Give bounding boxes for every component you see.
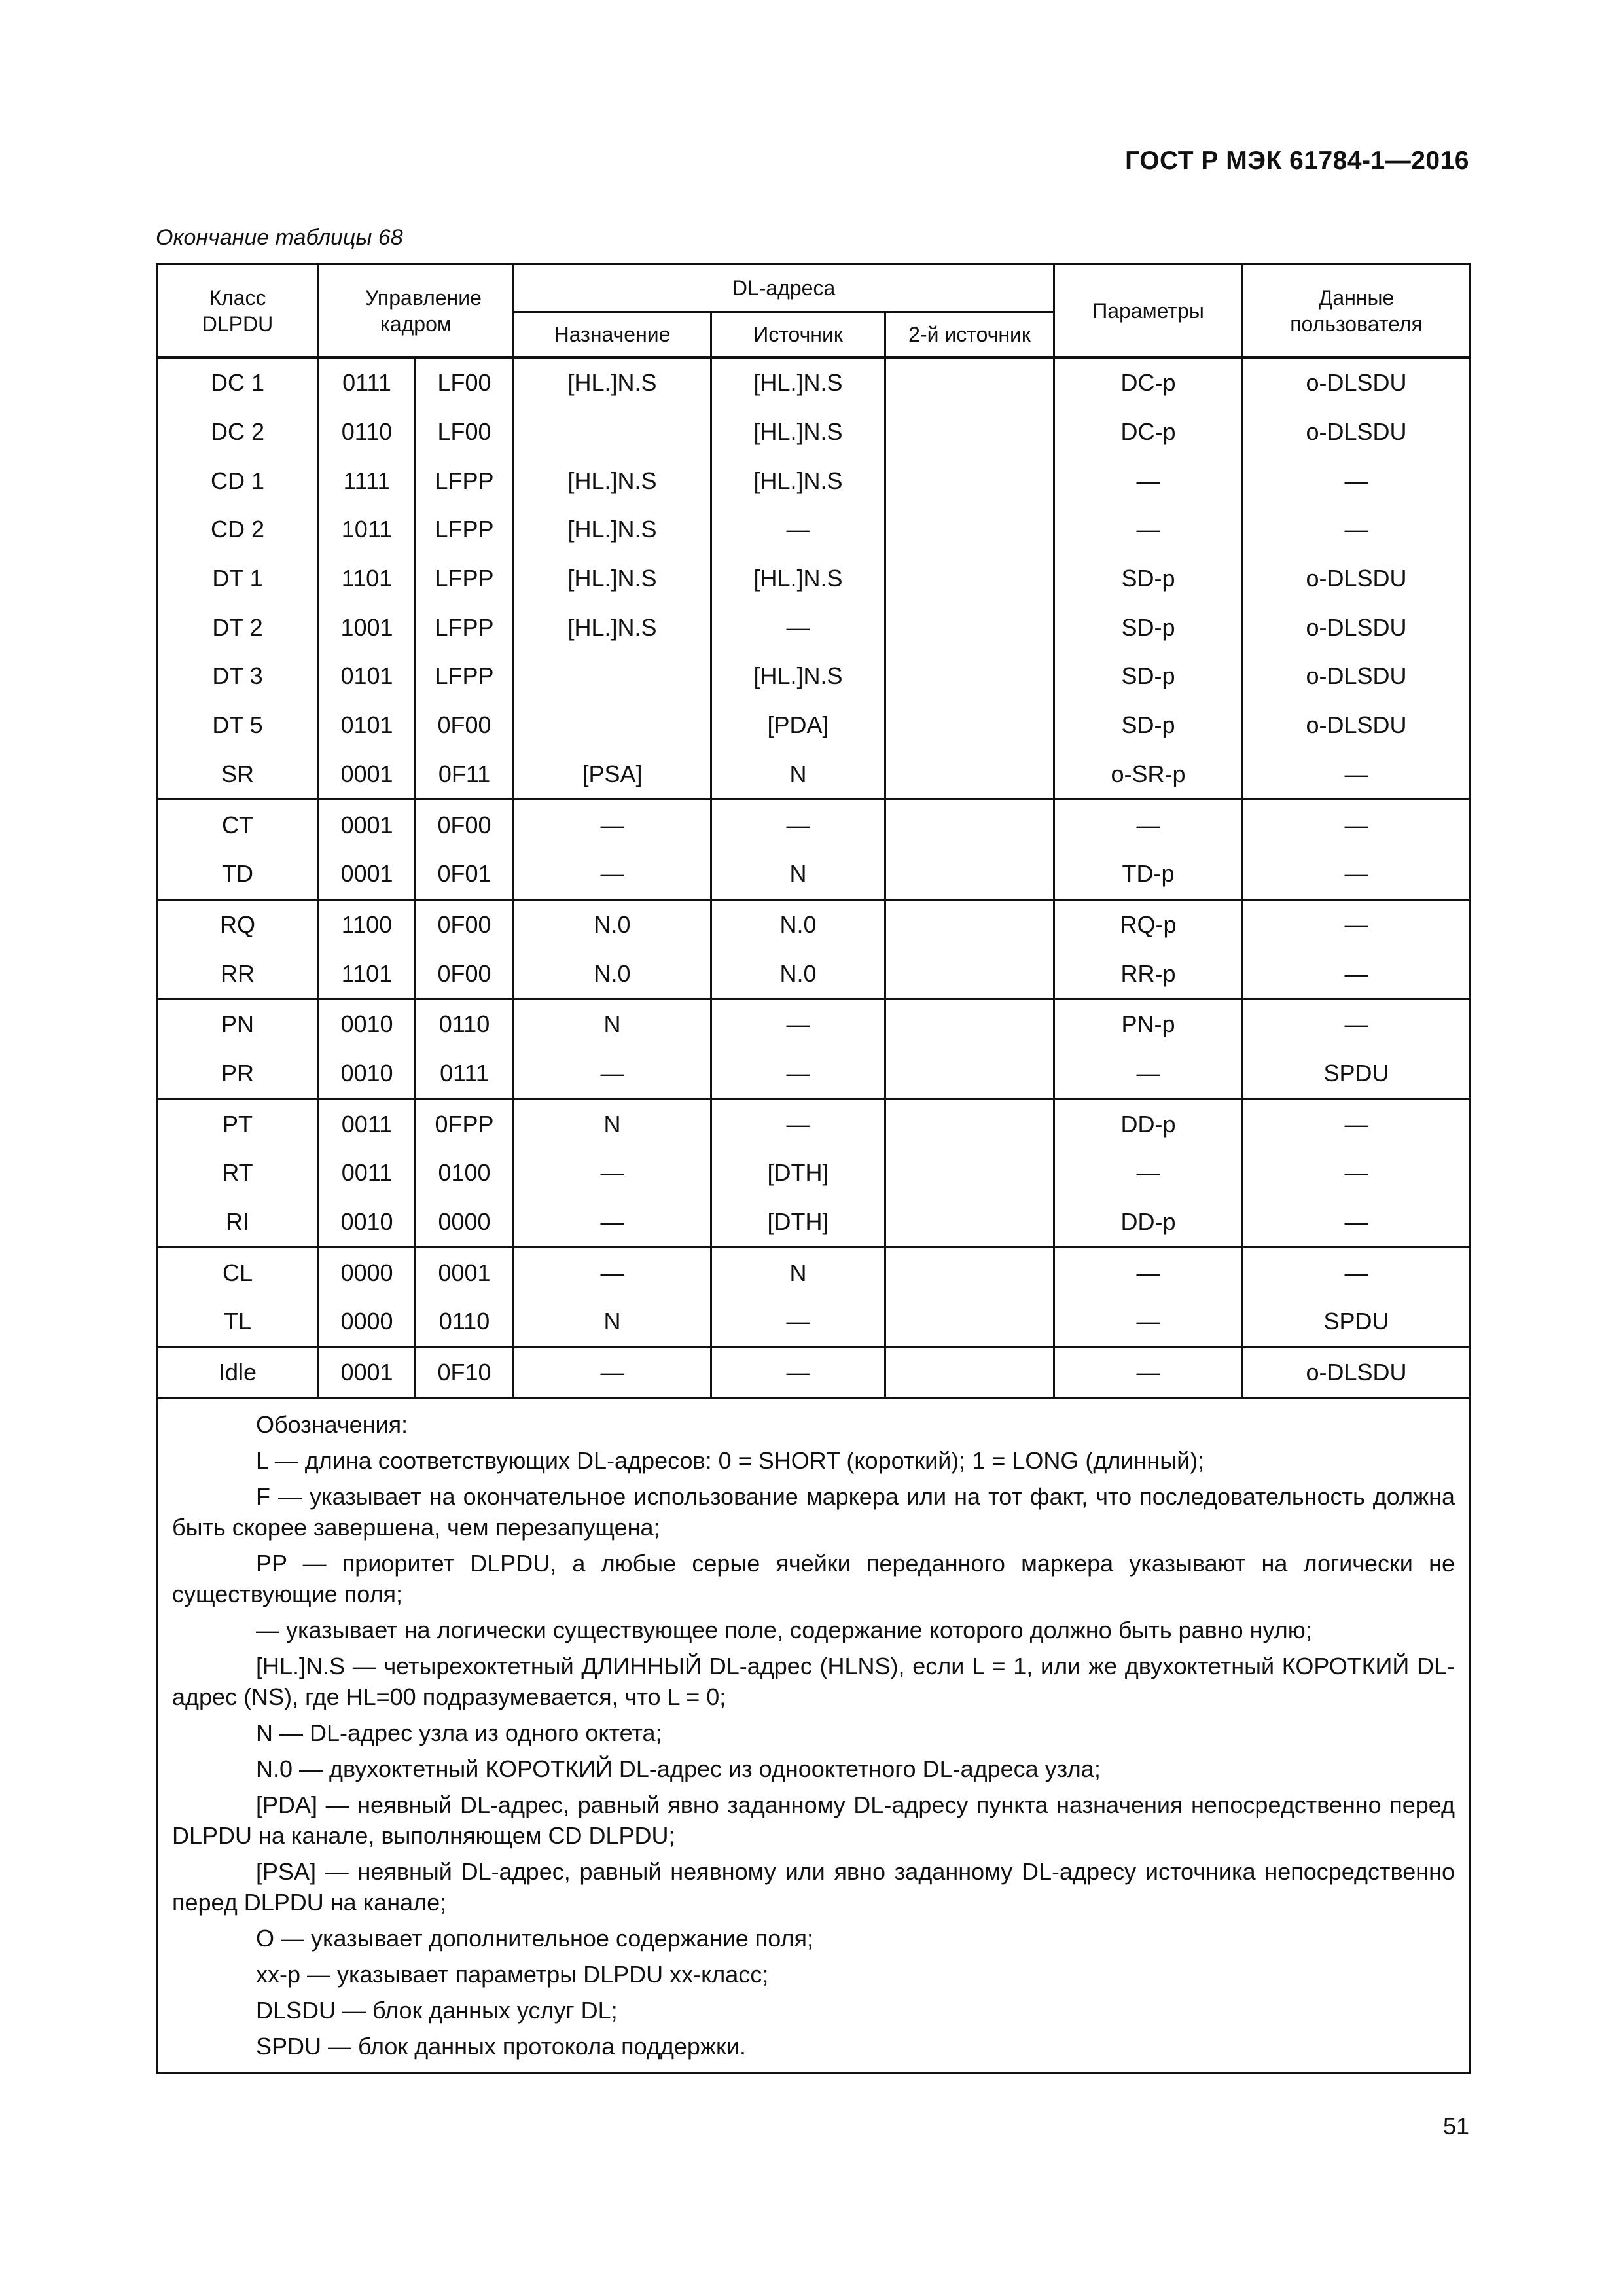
- cell-class: CL: [157, 1247, 319, 1297]
- table-row: [157, 1099, 1471, 1149]
- cell-second-source: [885, 850, 1054, 899]
- cell-user-data: o-DLSDU: [1243, 1347, 1471, 1398]
- table-row: [157, 800, 1471, 850]
- cell-source: [HL.]N.S: [711, 408, 885, 457]
- cell-user-data: —: [1243, 1198, 1471, 1247]
- cell-destination: N.0: [514, 899, 711, 949]
- header-class: [157, 264, 319, 358]
- cell-destination: —: [514, 1149, 711, 1198]
- note-item: N — DL-адрес узла из одного октета;: [256, 1719, 662, 1747]
- note-item: F — указывает на окончательное использование маркера или на тот факт, что последовательность должна быть скорее завершена, чем перезапущена;: [172, 1483, 1455, 1541]
- cell-parameters: —: [1054, 505, 1243, 554]
- hdr-class-label: Класс DLPDU: [202, 285, 274, 336]
- header-destination: Назначение: [514, 312, 711, 358]
- cell-parameters: SD-p: [1054, 554, 1243, 603]
- cell-frame-control-b: 0110: [416, 1297, 514, 1347]
- hdr-frame-label: Управление кадром: [365, 285, 482, 336]
- cell-frame-control-a: 0000: [319, 1247, 416, 1297]
- cell-frame-control-a: 0001: [319, 1347, 416, 1398]
- cell-frame-control-a: 0011: [319, 1099, 416, 1149]
- cell-source: N: [711, 850, 885, 899]
- cell-destination: [514, 701, 711, 750]
- cell-class: RI: [157, 1198, 319, 1247]
- cell-parameters: —: [1054, 1049, 1243, 1099]
- cell-destination: [HL.]N.S: [514, 505, 711, 554]
- table-row: [157, 357, 1471, 408]
- cell-user-data: —: [1243, 750, 1471, 800]
- cell-second-source: [885, 652, 1054, 701]
- cell-destination: —: [514, 1247, 711, 1297]
- table-container: [156, 263, 1469, 2074]
- header-parameters: Параметры: [1054, 264, 1243, 358]
- cell-class: SR: [157, 750, 319, 800]
- cell-source: —: [711, 1347, 885, 1398]
- cell-source: [HL.]N.S: [711, 456, 885, 505]
- page-number: 51: [1442, 2113, 1469, 2140]
- table-row: [157, 505, 1471, 554]
- cell-parameters: —: [1054, 1297, 1243, 1347]
- cell-second-source: [885, 554, 1054, 603]
- table-row: [157, 408, 1471, 457]
- cell-destination: [HL.]N.S: [514, 603, 711, 652]
- cell-second-source: [885, 999, 1054, 1049]
- cell-second-source: [885, 408, 1054, 457]
- cell-frame-control-a: 1001: [319, 603, 416, 652]
- cell-destination: —: [514, 1347, 711, 1398]
- cell-class: DC 2: [157, 408, 319, 457]
- cell-source: —: [711, 1297, 885, 1347]
- cell-source: [DTH]: [711, 1198, 885, 1247]
- cell-destination: N: [514, 1099, 711, 1149]
- cell-frame-control-b: LFPP: [416, 652, 514, 701]
- cell-second-source: [885, 456, 1054, 505]
- cell-second-source: [885, 1149, 1054, 1198]
- cell-parameters: —: [1054, 1149, 1243, 1198]
- table-row: [157, 701, 1471, 750]
- cell-frame-control-b: LF00: [416, 408, 514, 457]
- cell-class: RR: [157, 949, 319, 999]
- cell-class: DT 2: [157, 603, 319, 652]
- notes-cell: [157, 1398, 1471, 2073]
- cell-class: TL: [157, 1297, 319, 1347]
- cell-parameters: SD-p: [1054, 701, 1243, 750]
- cell-source: N: [711, 1247, 885, 1297]
- cell-user-data: —: [1243, 999, 1471, 1049]
- cell-frame-control-a: 0001: [319, 800, 416, 850]
- cell-second-source: [885, 1247, 1054, 1297]
- cell-second-source: [885, 899, 1054, 949]
- header-dl-addresses: DL-адреса: [514, 264, 1054, 312]
- cell-class: PN: [157, 999, 319, 1049]
- cell-parameters: —: [1054, 800, 1243, 850]
- cell-user-data: —: [1243, 1149, 1471, 1198]
- cell-source: —: [711, 603, 885, 652]
- table-row: [157, 1297, 1471, 1347]
- cell-user-data: —: [1243, 949, 1471, 999]
- table-row: [157, 949, 1471, 999]
- table-row: [157, 750, 1471, 800]
- cell-frame-control-b: 0F11: [416, 750, 514, 800]
- cell-frame-control-b: LFPP: [416, 505, 514, 554]
- cell-frame-control-a: 0101: [319, 701, 416, 750]
- table-row: [157, 456, 1471, 505]
- cell-source: —: [711, 999, 885, 1049]
- cell-source: —: [711, 1049, 885, 1099]
- cell-source: N: [711, 750, 885, 800]
- cell-parameters: RR-p: [1054, 949, 1243, 999]
- cell-parameters: —: [1054, 456, 1243, 505]
- table-group: [157, 357, 1471, 800]
- cell-frame-control-b: 0FPP: [416, 1099, 514, 1149]
- cell-frame-control-a: 0101: [319, 652, 416, 701]
- cell-source: —: [711, 800, 885, 850]
- cell-frame-control-a: 0011: [319, 1149, 416, 1198]
- cell-second-source: [885, 701, 1054, 750]
- cell-frame-control-a: 0010: [319, 1198, 416, 1247]
- cell-source: —: [711, 1099, 885, 1149]
- cell-class: DT 3: [157, 652, 319, 701]
- cell-frame-control-a: 0010: [319, 1049, 416, 1099]
- cell-source: [HL.]N.S: [711, 652, 885, 701]
- cell-frame-control-b: 0F01: [416, 850, 514, 899]
- cell-frame-control-a: 1101: [319, 554, 416, 603]
- table-row: [157, 603, 1471, 652]
- note-item: PP — приоритет DLPDU, а любые серые ячейки переданного маркера указывают на логически не существующие поля;: [172, 1550, 1455, 1608]
- cell-second-source: [885, 1297, 1054, 1347]
- cell-class: Idle: [157, 1347, 319, 1398]
- cell-user-data: o-DLSDU: [1243, 408, 1471, 457]
- cell-frame-control-b: 0F00: [416, 899, 514, 949]
- cell-frame-control-a: 0001: [319, 850, 416, 899]
- cell-frame-control-b: 0100: [416, 1149, 514, 1198]
- cell-second-source: [885, 1347, 1054, 1398]
- table-group: [157, 1099, 1471, 1247]
- cell-frame-control-b: LF00: [416, 357, 514, 408]
- cell-frame-control-a: 0110: [319, 408, 416, 457]
- dlpdu-table: [156, 263, 1471, 2074]
- document-header: ГОСТ Р МЭК 61784-1—2016: [1125, 147, 1469, 175]
- cell-destination: N.0: [514, 949, 711, 999]
- note-item: [PSA] — неявный DL-адрес, равный неявному или явно заданному DL-адресу источника непосредственно перед DLPDU на канале;: [172, 1858, 1455, 1916]
- cell-frame-control-a: 1100: [319, 899, 416, 949]
- cell-destination: N: [514, 999, 711, 1049]
- table-row: [157, 1347, 1471, 1398]
- cell-class: CT: [157, 800, 319, 850]
- note-item: N.0 — двухоктетный КОРОТКИЙ DL-адрес из однооктетного DL-адреса узла;: [256, 1755, 1101, 1783]
- cell-destination: [HL.]N.S: [514, 357, 711, 408]
- cell-source: [PDA]: [711, 701, 885, 750]
- cell-frame-control-b: LFPP: [416, 456, 514, 505]
- cell-user-data: o-DLSDU: [1243, 554, 1471, 603]
- table-group: [157, 999, 1471, 1098]
- cell-frame-control-b: LFPP: [416, 603, 514, 652]
- table-row: [157, 899, 1471, 949]
- cell-user-data: SPDU: [1243, 1297, 1471, 1347]
- notes-list: [172, 1445, 1455, 2062]
- notes-title: Обозначения:: [256, 1411, 408, 1439]
- table-row: [157, 1049, 1471, 1099]
- cell-second-source: [885, 1198, 1054, 1247]
- cell-frame-control-b: LFPP: [416, 554, 514, 603]
- cell-parameters: DC-p: [1054, 408, 1243, 457]
- cell-class: PR: [157, 1049, 319, 1099]
- cell-source: [DTH]: [711, 1149, 885, 1198]
- cell-second-source: [885, 357, 1054, 408]
- cell-class: DT 1: [157, 554, 319, 603]
- note-item: SPDU — блок данных протокола поддержки.: [256, 2033, 746, 2060]
- cell-parameters: —: [1054, 1247, 1243, 1297]
- cell-user-data: o-DLSDU: [1243, 603, 1471, 652]
- note-item: — указывает на логически существующее поле, содержание которого должно быть равно нулю;: [256, 1617, 1312, 1644]
- cell-frame-control-b: 0110: [416, 999, 514, 1049]
- cell-user-data: SPDU: [1243, 1049, 1471, 1099]
- cell-parameters: RQ-p: [1054, 899, 1243, 949]
- note-item: L — длина соответствующих DL-адресов: 0 = SHORT (короткий); 1 = LONG (длинный);: [256, 1447, 1205, 1475]
- table-row: [157, 1198, 1471, 1247]
- cell-destination: [PSA]: [514, 750, 711, 800]
- cell-frame-control-a: 0001: [319, 750, 416, 800]
- cell-destination: [HL.]N.S: [514, 554, 711, 603]
- cell-user-data: —: [1243, 850, 1471, 899]
- header-source: Источник: [711, 312, 885, 358]
- cell-class: RT: [157, 1149, 319, 1198]
- cell-parameters: DD-p: [1054, 1198, 1243, 1247]
- cell-class: PT: [157, 1099, 319, 1149]
- table-header: [157, 264, 1471, 358]
- cell-parameters: PN-p: [1054, 999, 1243, 1049]
- note-item: [HL.]N.S — четырехоктетный ДЛИННЫЙ DL-адрес (HLNS), если L = 1, или же двухоктетный КОРОТКИЙ DL-адрес (NS), где HL=00 подразумевается, что L = 0;: [172, 1653, 1455, 1711]
- cell-parameters: TD-p: [1054, 850, 1243, 899]
- cell-frame-control-b: 0F00: [416, 949, 514, 999]
- table-row: [157, 1149, 1471, 1198]
- cell-frame-control-a: 0111: [319, 357, 416, 408]
- cell-class: DC 1: [157, 357, 319, 408]
- cell-source: —: [711, 505, 885, 554]
- cell-user-data: —: [1243, 505, 1471, 554]
- cell-frame-control-b: 0F10: [416, 1347, 514, 1398]
- cell-second-source: [885, 750, 1054, 800]
- cell-class: RQ: [157, 899, 319, 949]
- cell-frame-control-a: 1101: [319, 949, 416, 999]
- cell-second-source: [885, 1099, 1054, 1149]
- note-item: O — указывает дополнительное содержание поля;: [256, 1925, 813, 1952]
- cell-destination: —: [514, 850, 711, 899]
- cell-source: N.0: [711, 949, 885, 999]
- cell-frame-control-a: 1011: [319, 505, 416, 554]
- cell-parameters: —: [1054, 1347, 1243, 1398]
- note-item: [PDA] — неявный DL-адрес, равный явно заданному DL-адресу пункта назначения непосредственно перед DLPDU на канале, выполняющем CD DLPDU;: [172, 1791, 1455, 1850]
- cell-destination: [HL.]N.S: [514, 456, 711, 505]
- table-group: [157, 1347, 1471, 1398]
- cell-user-data: o-DLSDU: [1243, 357, 1471, 408]
- cell-user-data: —: [1243, 1247, 1471, 1297]
- cell-second-source: [885, 800, 1054, 850]
- header-second-source: 2-й источник: [885, 312, 1054, 358]
- cell-class: DT 5: [157, 701, 319, 750]
- note-item: DLSDU — блок данных услуг DL;: [256, 1997, 618, 2024]
- header-user-data: [1243, 264, 1471, 358]
- cell-frame-control-b: 0F00: [416, 800, 514, 850]
- table-group: [157, 800, 1471, 899]
- cell-second-source: [885, 949, 1054, 999]
- table-group: [157, 1247, 1471, 1347]
- cell-frame-control-a: 0010: [319, 999, 416, 1049]
- cell-source: N.0: [711, 899, 885, 949]
- hdr-user-label: Данные пользователя: [1290, 285, 1423, 336]
- cell-frame-control-b: 0F00: [416, 701, 514, 750]
- cell-class: CD 1: [157, 456, 319, 505]
- cell-destination: —: [514, 1198, 711, 1247]
- cell-destination: —: [514, 1049, 711, 1099]
- table-row: [157, 1247, 1471, 1297]
- cell-user-data: —: [1243, 899, 1471, 949]
- cell-parameters: SD-p: [1054, 603, 1243, 652]
- cell-destination: N: [514, 1297, 711, 1347]
- cell-destination: [514, 408, 711, 457]
- note-item: xx-p — указывает параметры DLPDU xx-класс;: [256, 1961, 769, 1988]
- table-caption: Окончание таблицы 68: [156, 225, 403, 250]
- cell-user-data: o-DLSDU: [1243, 701, 1471, 750]
- cell-second-source: [885, 1049, 1054, 1099]
- cell-second-source: [885, 505, 1054, 554]
- cell-source: [HL.]N.S: [711, 554, 885, 603]
- cell-user-data: —: [1243, 1099, 1471, 1149]
- cell-parameters: DC-p: [1054, 357, 1243, 408]
- cell-frame-control-a: 0000: [319, 1297, 416, 1347]
- cell-frame-control-a: 1111: [319, 456, 416, 505]
- cell-source: [HL.]N.S: [711, 357, 885, 408]
- cell-destination: [514, 652, 711, 701]
- cell-user-data: o-DLSDU: [1243, 652, 1471, 701]
- cell-parameters: o-SR-p: [1054, 750, 1243, 800]
- cell-frame-control-b: 0111: [416, 1049, 514, 1099]
- table-row: [157, 554, 1471, 603]
- cell-user-data: —: [1243, 456, 1471, 505]
- cell-class: CD 2: [157, 505, 319, 554]
- cell-second-source: [885, 603, 1054, 652]
- cell-frame-control-b: 0001: [416, 1247, 514, 1297]
- table-row: [157, 850, 1471, 899]
- cell-user-data: —: [1243, 800, 1471, 850]
- header-frame-control: [319, 264, 514, 358]
- table-row: [157, 999, 1471, 1049]
- table-group: [157, 899, 1471, 999]
- table-row: [157, 652, 1471, 701]
- cell-destination: —: [514, 800, 711, 850]
- cell-class: TD: [157, 850, 319, 899]
- cell-parameters: DD-p: [1054, 1099, 1243, 1149]
- cell-parameters: SD-p: [1054, 652, 1243, 701]
- cell-frame-control-b: 0000: [416, 1198, 514, 1247]
